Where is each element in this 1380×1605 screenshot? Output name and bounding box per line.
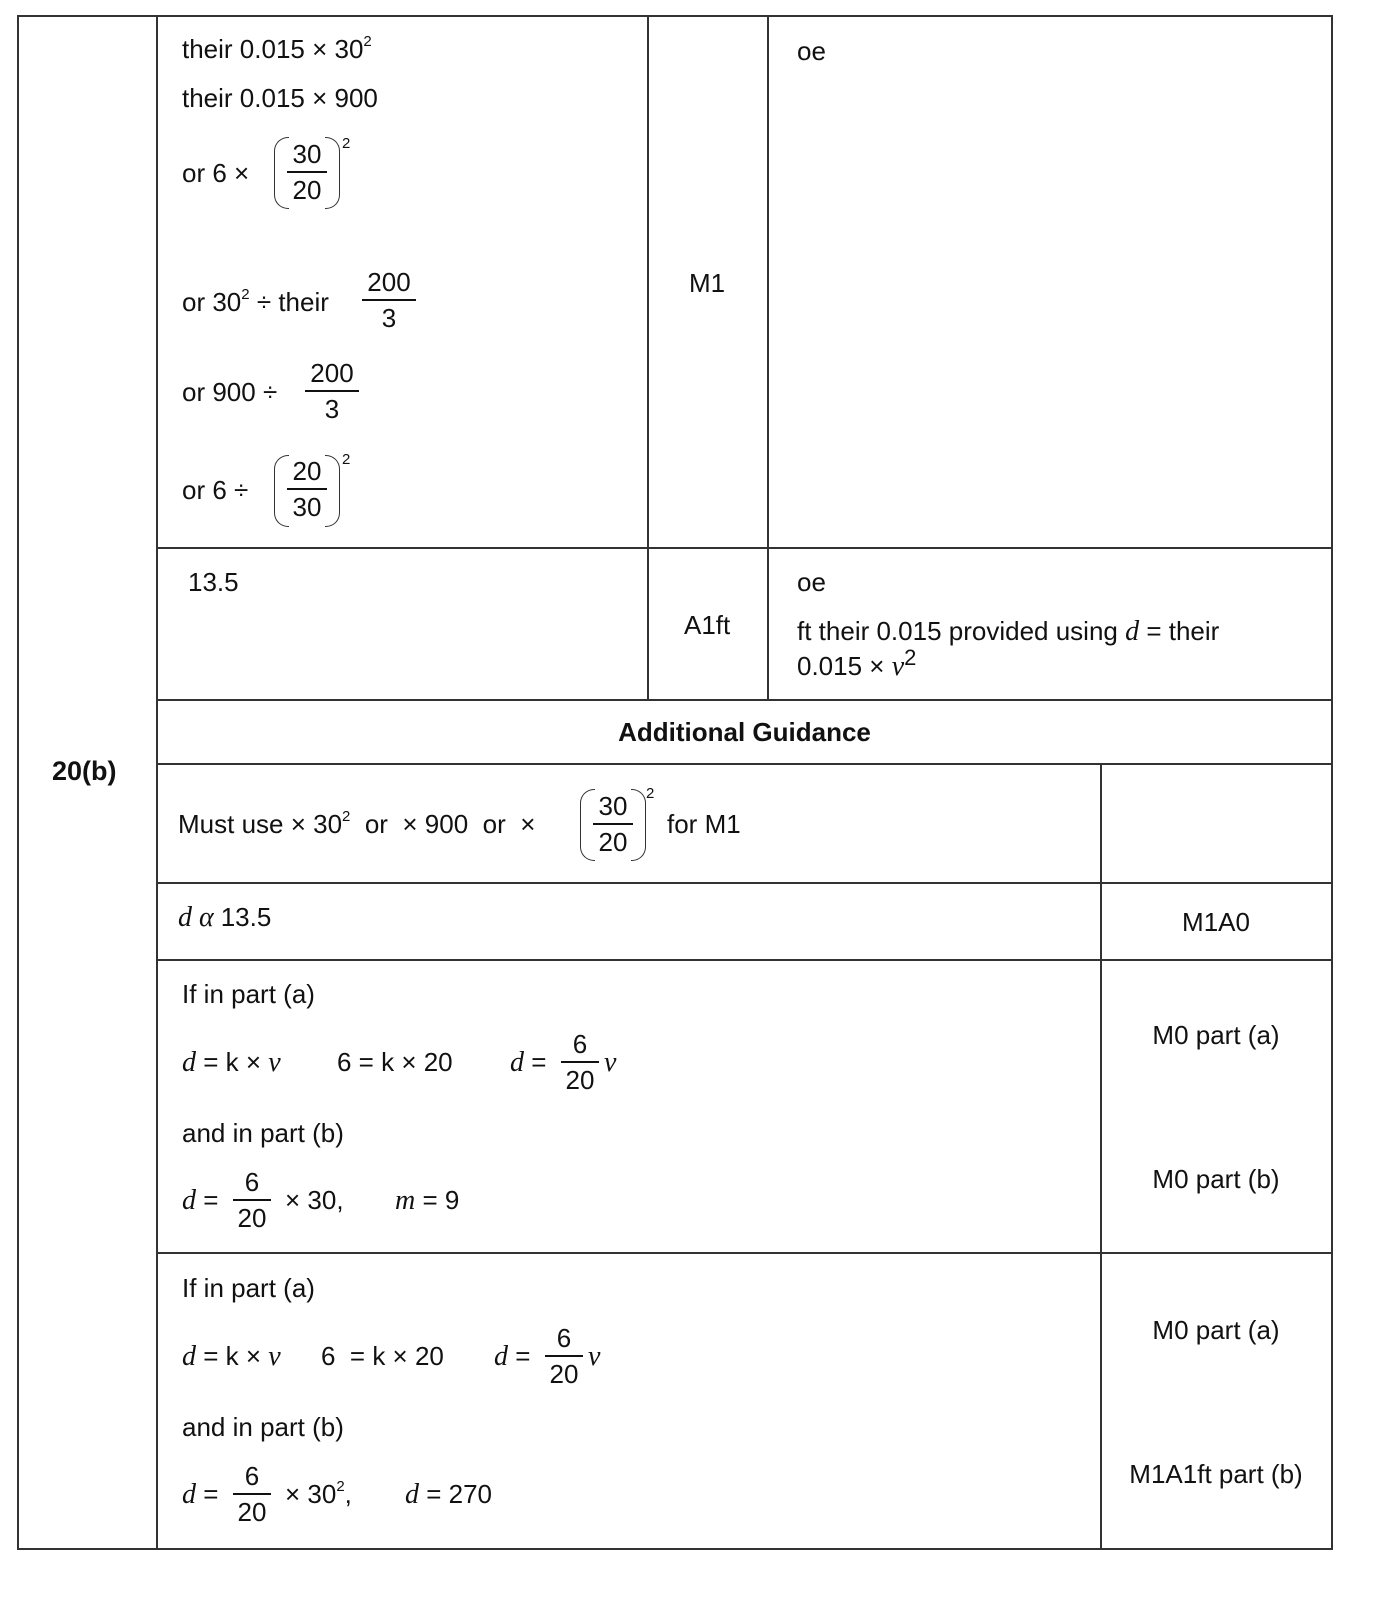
fraction-30-20: 30 20 (287, 141, 327, 203)
mark-m0-part-b: M0 part (b) (1152, 1164, 1280, 1194)
variable-v: v (604, 1047, 617, 1078)
fraction-6-20: 6 20 (233, 1463, 271, 1525)
equation-6-k20: 6 = k × 20 (337, 1047, 453, 1077)
guidance-heading: Additional Guidance (618, 717, 871, 747)
working-line-3-prefix: or 6 × (182, 158, 250, 188)
equation-d-eq: d = (494, 1341, 531, 1372)
equation-d-kv: d = k × v (182, 1047, 281, 1078)
guidance-intro-a: If in part (a) (182, 979, 315, 1009)
comment-ft-line-2: $0.015 \times v^2$ (797, 645, 917, 682)
equation-times-30: × 30, (285, 1185, 344, 1215)
mark-m1a0: M1A0 (1182, 907, 1250, 937)
equation-d-kv: d = k × v (182, 1341, 281, 1372)
fraction-200-3: 200 3 (362, 269, 416, 331)
right-paren (631, 789, 646, 861)
fraction-200-3: 200 3 (305, 360, 359, 422)
equation-6-k20: 6 = k × 20 (321, 1341, 444, 1371)
equation-d-eq: d = (510, 1047, 547, 1078)
comment-ft-line: ft their 0.015 provided using d = their (797, 616, 1220, 647)
working-line-5-prefix: or 900 ÷ (182, 377, 278, 407)
equation-d-eq: d = (182, 1185, 219, 1216)
working-line-2: their 0.015 × 900 (182, 83, 378, 113)
right-paren (325, 455, 340, 527)
mark-m0-part-a: M0 part (a) (1152, 1020, 1280, 1050)
right-paren (325, 137, 340, 209)
guidance-intro-b: and in part (b) (182, 1118, 344, 1148)
mark-m1: M1 (689, 268, 726, 298)
variable-v: v (588, 1341, 601, 1372)
working-line-1: their $0.015 \times 30^2$ (182, 33, 372, 64)
exponent: 2 (342, 135, 351, 152)
fraction-6-20: 6 20 (545, 1325, 583, 1387)
mark-a1ft: A1ft (684, 610, 731, 640)
mark-m1a1ft-part-b: M1A1ft part (b) (1129, 1459, 1303, 1489)
guidance-intro-a: If in part (a) (182, 1273, 315, 1303)
fraction-30-20: 30 20 (593, 793, 633, 855)
working-line-6-prefix: or 6 ÷ (182, 475, 249, 505)
fraction-6-20: 6 20 (233, 1169, 271, 1231)
fraction-6-20: 6 20 (561, 1031, 599, 1093)
equation-m-9: m = 9 (395, 1185, 460, 1216)
exponent: 2 (342, 451, 351, 468)
exponent: 2 (646, 785, 655, 802)
comment-oe: oe (797, 567, 826, 597)
equation-times-30-squared: × $30^2$, (285, 1478, 352, 1509)
equation-d-eq: d = (182, 1479, 219, 1510)
equation-d-270: d = 270 (405, 1479, 493, 1510)
question-ref: 20(b) (52, 756, 117, 786)
guidance-must-use: Must use × $30^2$ or × 900 or × (178, 808, 536, 839)
guidance-intro-b: and in part (b) (182, 1412, 344, 1442)
mark-m0-part-a: M0 part (a) (1152, 1315, 1280, 1345)
answer-value: 13.5 (188, 567, 239, 597)
guidance-for-m1: for M1 (667, 809, 741, 839)
comment-oe: oe (797, 36, 826, 66)
working-line-4-prefix: or $30^2$ ÷ their (182, 286, 329, 317)
guidance-d-alpha: d α 13.5 (178, 902, 272, 933)
fraction-20-30: 20 30 (287, 458, 327, 520)
